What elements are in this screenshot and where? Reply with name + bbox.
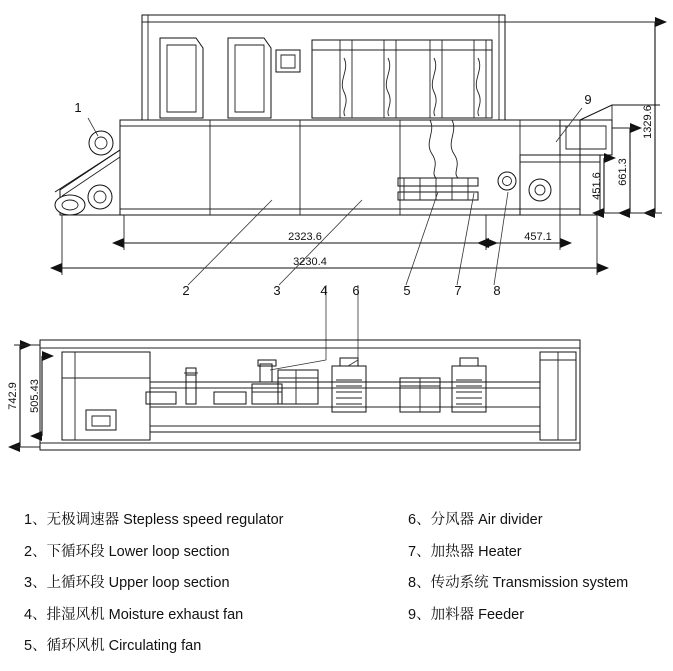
- legend-item-3-cn: 上循环段: [46, 575, 109, 591]
- legend-item-7-en: Heater: [478, 543, 522, 560]
- legend-item-7-cn: 加热器: [430, 543, 479, 560]
- elevation-view: [55, 15, 660, 215]
- legend-item-8-en: Transmission system: [492, 575, 629, 591]
- legend-item-5: [24, 639, 344, 654]
- callout-7: 7: [454, 283, 462, 298]
- legend-item-9-cn: 加料器: [430, 606, 479, 623]
- legend-item-7: [408, 545, 673, 560]
- callout-4: 4: [320, 283, 328, 298]
- legend-item-1: [24, 513, 344, 528]
- legend-item-6-cn: 分风器: [430, 512, 479, 528]
- legend-column-right: [408, 513, 673, 639]
- legend-item-5-cn: 循环风机: [46, 638, 109, 654]
- callout-3: 3: [273, 283, 281, 298]
- legend-item-4-cn: 排湿风机: [46, 606, 109, 623]
- legend-item-7-num: 7、: [408, 543, 431, 560]
- dim-mid-height: 661.3: [617, 158, 629, 186]
- legend-item-3-num: 3、: [24, 575, 47, 591]
- elevation-callouts: [74, 92, 591, 360]
- callout-6: 6: [352, 283, 360, 298]
- legend-item-3-en: Upper loop section: [108, 575, 230, 591]
- callout-9: 9: [584, 92, 592, 107]
- plan-dimensions: [7, 345, 42, 447]
- legend-item-8: [408, 576, 673, 591]
- legend-item-2-en: Lower loop section: [108, 543, 230, 560]
- legend-item-9: [408, 608, 673, 623]
- legend-item-6: [408, 513, 673, 528]
- legend-item-4-num: 4、: [24, 606, 47, 623]
- legend-item-3: [24, 576, 344, 591]
- legend-item-2-cn: 下循环段: [46, 543, 109, 560]
- legend-item-9-num: 9、: [408, 606, 431, 623]
- callout-5: 5: [403, 283, 411, 298]
- legend-item-5-num: 5、: [24, 638, 47, 654]
- dim-inner-length: 2323.6: [288, 231, 322, 243]
- dim-plan-width: 742.9: [7, 382, 19, 410]
- legend-item-1-en: Stepless speed regulator: [123, 512, 284, 528]
- plan-view: [40, 340, 580, 450]
- dim-small-height: 451.6: [591, 172, 603, 200]
- dim-overall-length: 3230.4: [293, 256, 327, 268]
- legend-item-9-en: Feeder: [478, 606, 525, 623]
- legend-item-1-num: 1、: [24, 512, 47, 528]
- legend: [0, 505, 673, 654]
- legend-item-4-en: Moisture exhaust fan: [108, 606, 244, 623]
- legend-item-6-en: Air divider: [478, 512, 543, 528]
- legend-item-4: [24, 608, 344, 623]
- callout-8: 8: [493, 283, 501, 298]
- dim-plan-inner-width: 505.43: [29, 379, 41, 413]
- dim-right-length: 457.1: [524, 231, 552, 243]
- callout-1: 1: [74, 100, 82, 115]
- legend-item-2: [24, 545, 344, 560]
- legend-item-6-num: 6、: [408, 512, 431, 528]
- elevation-dimensions: [62, 22, 662, 275]
- legend-item-8-cn: 传动系统: [430, 575, 493, 591]
- legend-item-8-num: 8、: [408, 575, 431, 591]
- callout-2: 2: [182, 283, 190, 298]
- legend-item-2-num: 2、: [24, 543, 47, 560]
- legend-item-5-en: Circulating fan: [108, 638, 202, 654]
- dim-overall-height: 1329.6: [642, 105, 654, 139]
- legend-item-1-cn: 无极调速器: [46, 512, 124, 528]
